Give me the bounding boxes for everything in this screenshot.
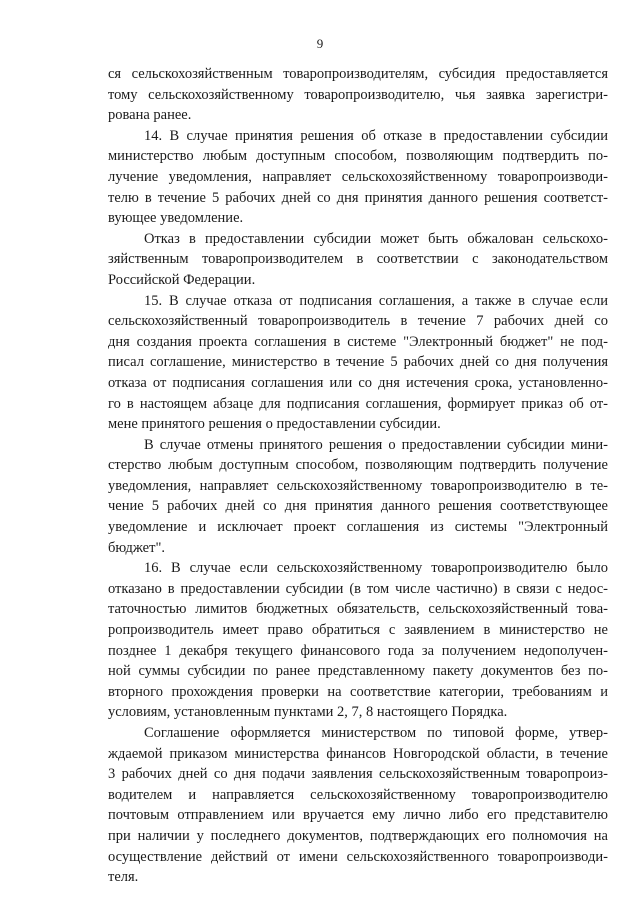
- text-line: условиям, установленным пунктами 2, 7, 8 настоящего Порядка.: [108, 704, 508, 721]
- text-line: при наличии у последнего документов, подтверждающих его полномочия на: [108, 827, 608, 844]
- text-line: Российской Федерации.: [108, 271, 256, 288]
- text-line: вующее уведомление.: [108, 210, 244, 227]
- text-line: Соглашение оформляется министерством по типовой форме, утвер-: [144, 725, 608, 741]
- text-line: рована ранее.: [108, 107, 192, 124]
- text-line: таточностью лимитов бюджетных обязательств, сельскохозяйственный това-: [108, 601, 608, 618]
- text-line: теля.: [108, 869, 139, 886]
- text-line: 15. В случае отказа от подписания соглашения, а также в случае если: [144, 292, 608, 309]
- text-line: чение 5 рабочих дней со дня принятия данного решения соответствующее: [108, 498, 608, 515]
- text-line: уведомления, направляет сельскохозяйственному товаропроизводителю в те-: [108, 477, 608, 494]
- text-line: уведомление и исключает проект соглашения из системы "Электронный: [108, 519, 608, 536]
- text-line: В случае отмены принятого решения о предоставлении субсидии мини-: [144, 436, 608, 453]
- text-line: позднее 1 декабря текущего финансового года за получением недополучен-: [108, 642, 608, 659]
- page-number: 9: [316, 36, 324, 51]
- text-line: почтовым отправлением или вручается ему лично либо его представителю: [108, 807, 608, 824]
- text-line: зяйственным товаропроизводителем в соответствии с законодательством: [108, 251, 608, 268]
- text-line: ной суммы субсидии по ранее представленному пакету документов без по-: [108, 663, 608, 680]
- text-line: ропроизводитель имеет право обратиться с заявлением в министерство не: [108, 622, 608, 639]
- text-line: отказа от подписания соглашения или со дня истечения срока, установленно-: [108, 374, 608, 391]
- document-body: [108, 64, 608, 888]
- text-line: 16. В случае если сельскохозяйственному товаропроизводителю было: [144, 560, 608, 577]
- text-line: бюджет".: [108, 539, 165, 556]
- text-line: отказано в предоставлении субсидии (в том числе частично) в связи с недос-: [108, 580, 608, 597]
- text-line: мене принятого решения о предоставлении субсидии.: [108, 416, 441, 433]
- text-line: ся сельскохозяйственным товаропроизводителям, субсидия предоставляется: [108, 66, 608, 82]
- text-line: лучение уведомления, направляет сельскохозяйственному товаропроизводи-: [108, 168, 608, 185]
- text-line: вторного прохождения проверки на соответствие категории, требованиям и: [108, 683, 608, 700]
- text-line: сельскохозяйственный товаропроизводитель в течение 7 рабочих дней со: [108, 313, 608, 330]
- text-line: министерство любым доступным способом, позволяющим подтвердить по-: [108, 148, 608, 165]
- text-line: стерство любым доступным способом, позволяющим подтвердить получение: [108, 457, 608, 474]
- text-line: писал соглашение, министерство в течение 5 рабочих дней со дня получения: [108, 354, 608, 371]
- text-line: 14. В случае принятия решения об отказе в предоставлении субсидии: [144, 127, 608, 144]
- text-line: водителем и направляется сельскохозяйственному товаропроизводителю: [108, 786, 608, 803]
- text-line: дня создания проекта соглашения в системе "Электронный бюджет" не под-: [108, 333, 608, 350]
- text-line: го в настоящем абзаце для подписания соглашения, формирует приказ об от-: [108, 395, 608, 412]
- text-line: осуществление действий от имени сельскохозяйственного товаропроизводи-: [108, 848, 608, 865]
- text-line: Отказ в предоставлении субсидии может быть обжалован сельскохо-: [144, 230, 608, 247]
- text-line: ждаемой приказом министерства финансов Новгородской области, в течение: [108, 745, 608, 762]
- text-line: телю в течение 5 рабочих дней со дня принятия данного решения соответст-: [108, 189, 608, 206]
- text-line: 3 рабочих дней со дня подачи заявления сельскохозяйственным товаропроиз-: [108, 766, 608, 783]
- text-line: тому сельскохозяйственному товаропроизводителю, чья заявка зарегистри-: [108, 86, 608, 103]
